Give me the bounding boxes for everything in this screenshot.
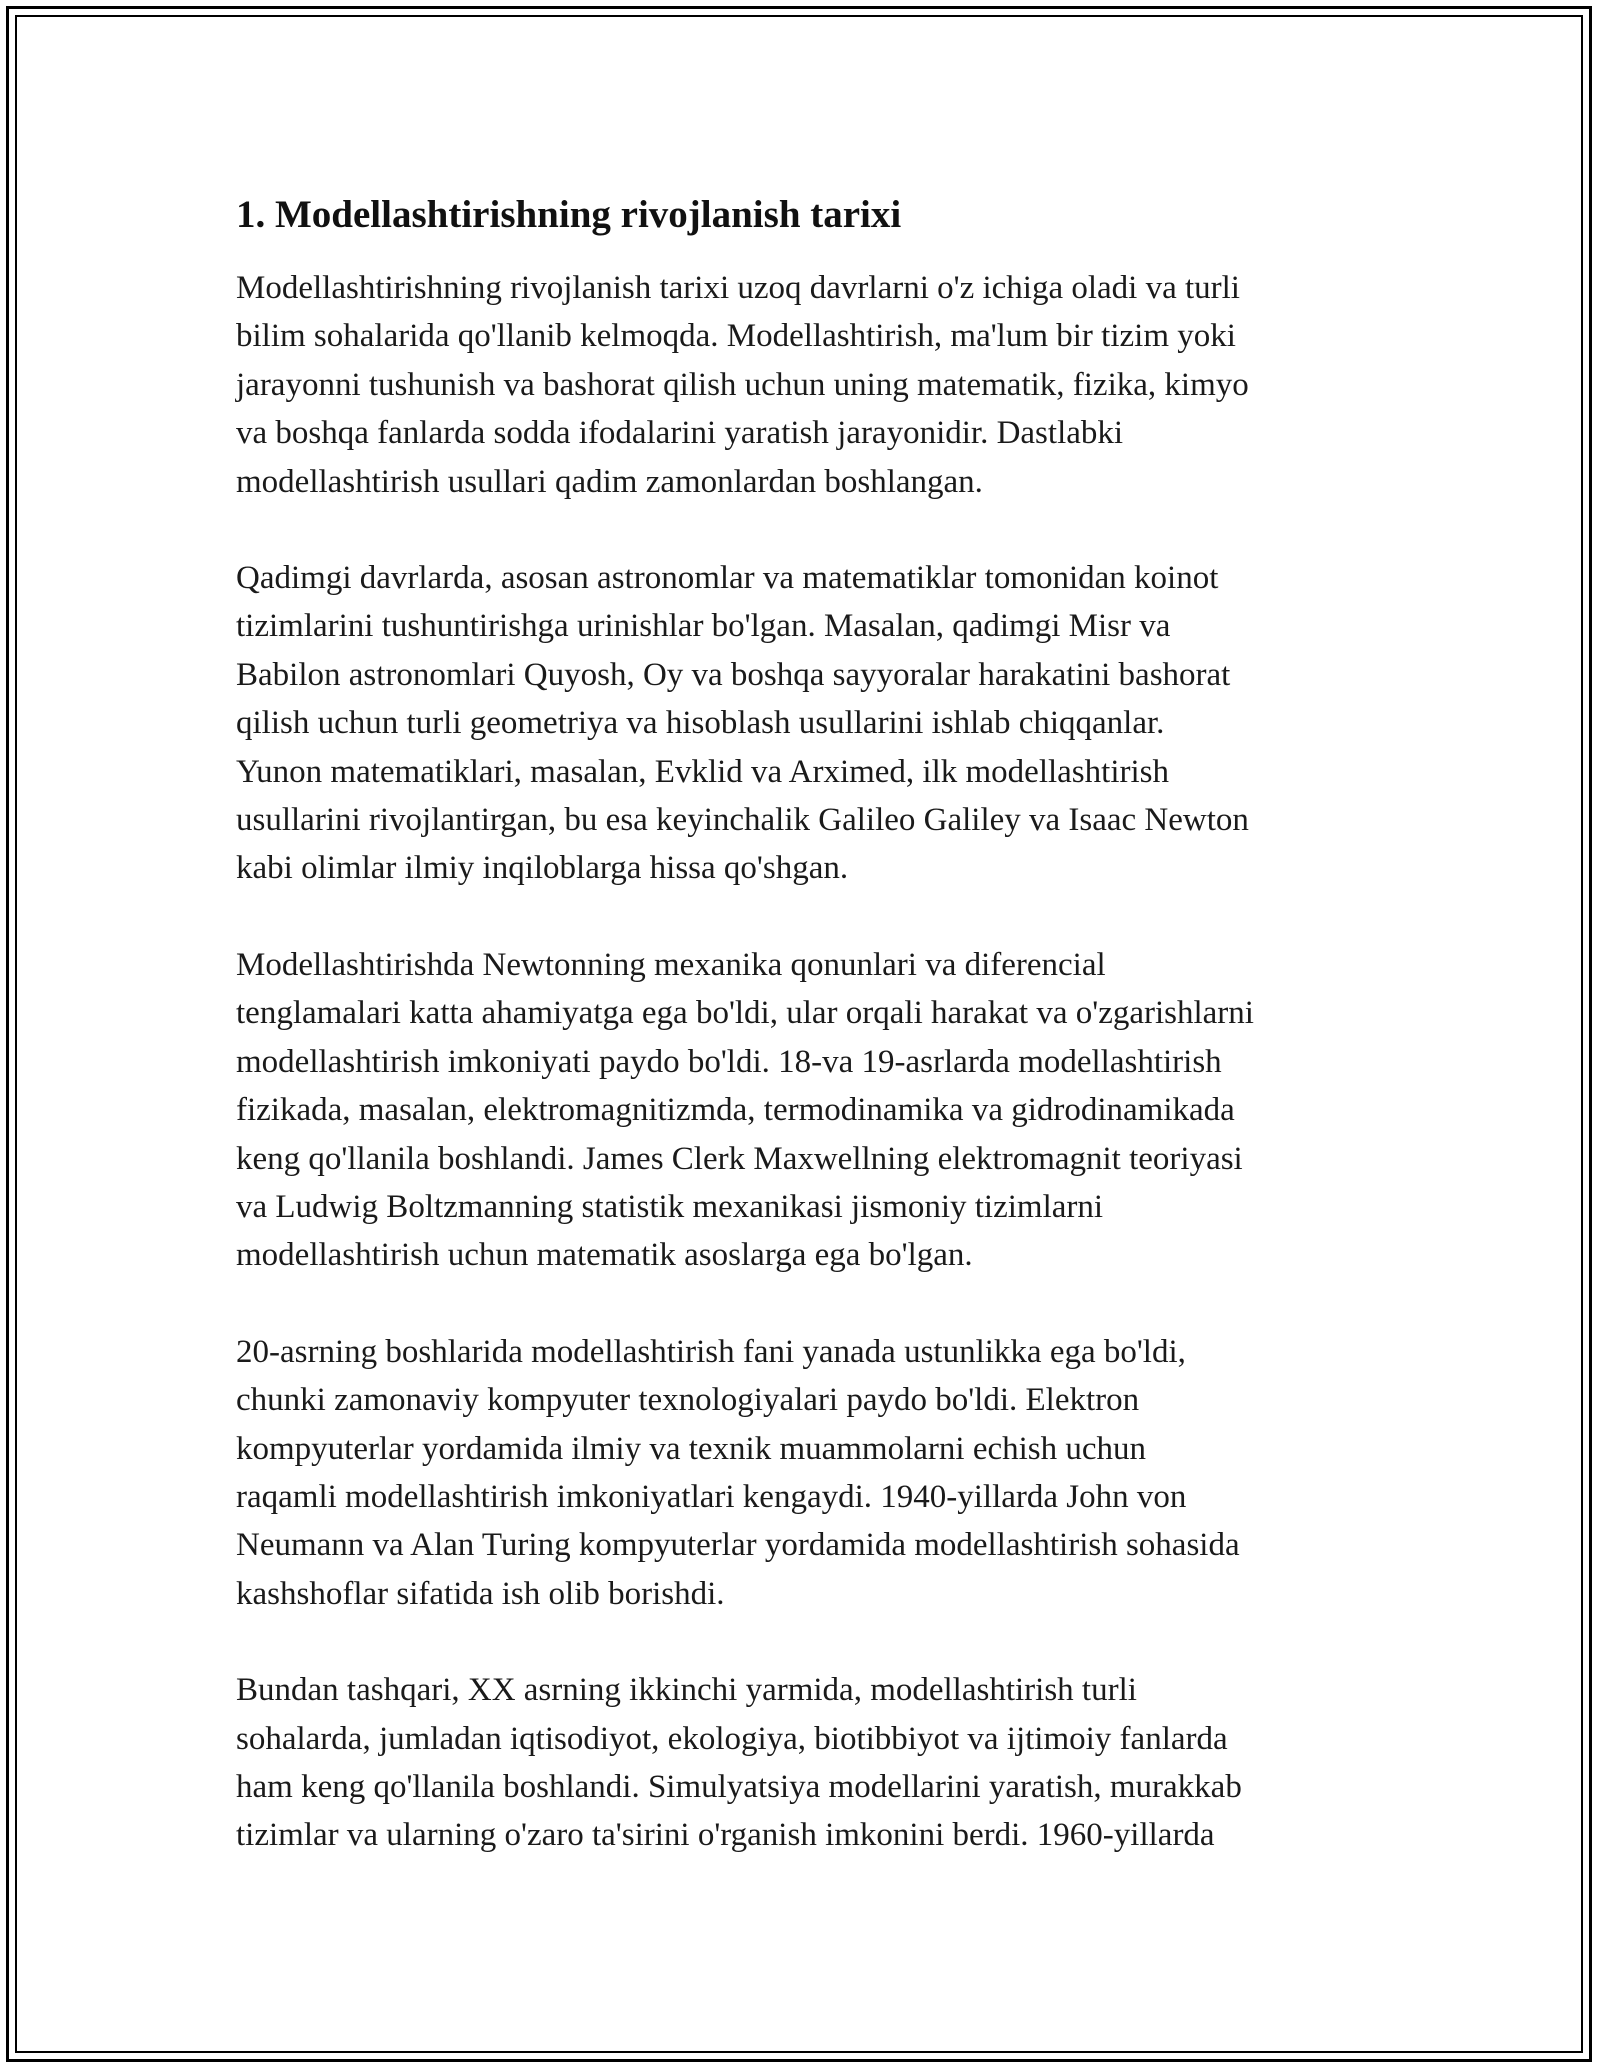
paragraph-3 [236,941,1386,1280]
section-heading: 1. Modellashtirishning rivojlanish tarixi [236,193,902,236]
paragraph-line: Modellashtirishda Newtonning mexanika qonunlari va diferencial [236,946,1106,983]
paragraph-4 [236,1328,1386,1618]
paragraph-line: usullarini rivojlantirgan, bu esa keyinchalik Galileo Galiley va Isaac Newton [236,802,1249,839]
paragraph-line: Modellashtirishning rivojlanish tarixi uzoq davrlarni o'z ichiga oladi va turli [236,270,1240,306]
paragraph-line: tizimlarini tushuntirishga urinishlar bo'lgan. Masalan, qadimgi Misr va [236,608,1171,645]
paragraph-line: jarayonni tushunish va bashorat qilish uchun uning matematik, fizika, kimyo [236,366,1249,403]
paragraph-line: Yunon matematiklari, masalan, Evklid va Arximed, ilk modellashtirish [236,753,1169,790]
paragraph-line: tizimlar va ularning o'zaro ta'sirini o'rganish imkonini berdi. 1960-yillarda [236,1817,1215,1854]
paragraph-line: chunki zamonaviy kompyuter texnologiyalari paydo bo'ldi. Elektron [236,1382,1140,1419]
paragraph-line: kabi olimlar ilmiy inqiloblarga hissa qo'shgan. [236,850,849,887]
paragraph-1 [236,264,1386,506]
paragraph-line: fizikada, masalan, elektromagnitizmda, termodinamika va gidrodinamikada [236,1092,1235,1129]
paragraph-line: va Ludwig Boltzmanning statistik mexanikasi jismoniy tizimlarni [236,1188,1104,1225]
paragraph-line: raqamli modellashtirish imkoniyatlari kengaydi. 1940-yillarda John von [236,1478,1187,1515]
paragraph-line: qilish uchun turli geometriya va hisoblash usullarini ishlab chiqqanlar. [236,705,1165,742]
paragraph-line: Babilon astronomlari Quyosh, Oy va boshqa sayyoralar harakatini bashorat [236,656,1231,693]
paragraph-line: kashshoflar sifatida ish olib borishdi. [236,1575,725,1612]
paragraph-line: kompyuterlar yordamida ilmiy va texnik muammolarni echish uchun [236,1430,1147,1467]
paragraph-line: modellashtirish uchun matematik asoslarga ega bo'lgan. [236,1237,973,1274]
paragraph-2 [236,554,1386,893]
paragraph-line: keng qo'llanila boshlandi. James Clerk Maxwellning elektromagnit teoriyasi [236,1140,1243,1177]
paragraph-line: Neumann va Alan Turing kompyuterlar yordamida modellashtirish sohasida [236,1527,1240,1564]
paragraph-line: sohalarda, jumladan iqtisodiyot, ekologiya, biotibbiyot va ijtimoiy fanlarda [236,1720,1228,1757]
paragraph-line: Qadimgi davrlarda, asosan astronomlar va matematiklar tomonidan koinot [236,560,1219,597]
document-body [236,190,1386,1908]
paragraph-line: va boshqa fanlarda sodda ifodalarini yaratish jarayonidir. Dastlabki [236,415,1124,452]
paragraph-line: bilim sohalarida qo'llanib kelmoqda. Modellashtirish, ma'lum bir tizim yoki [236,318,1236,355]
paragraph-line: Bundan tashqari, XX asrning ikkinchi yarmida, modellashtirish turli [236,1672,1137,1709]
paragraph-line: modellashtirish usullari qadim zamonlardan boshlangan. [236,463,983,500]
paragraph-line: tenglamalari katta ahamiyatga ega bo'ldi, ular orqali harakat va o'zgarishlarni [236,995,1254,1032]
paragraph-line: modellashtirish imkoniyati paydo bo'ldi. 18-va 19-asrlarda modellashtirish [236,1043,1222,1080]
paragraph-5 [236,1666,1386,1860]
paragraph-line: ham keng qo'llanila boshlandi. Simulyatsiya modellarini yaratish, murakkab [236,1768,1242,1805]
paragraph-line: 20-asrning boshlarida modellashtirish fani yanada ustunlikka ega bo'ldi, [236,1333,1186,1370]
